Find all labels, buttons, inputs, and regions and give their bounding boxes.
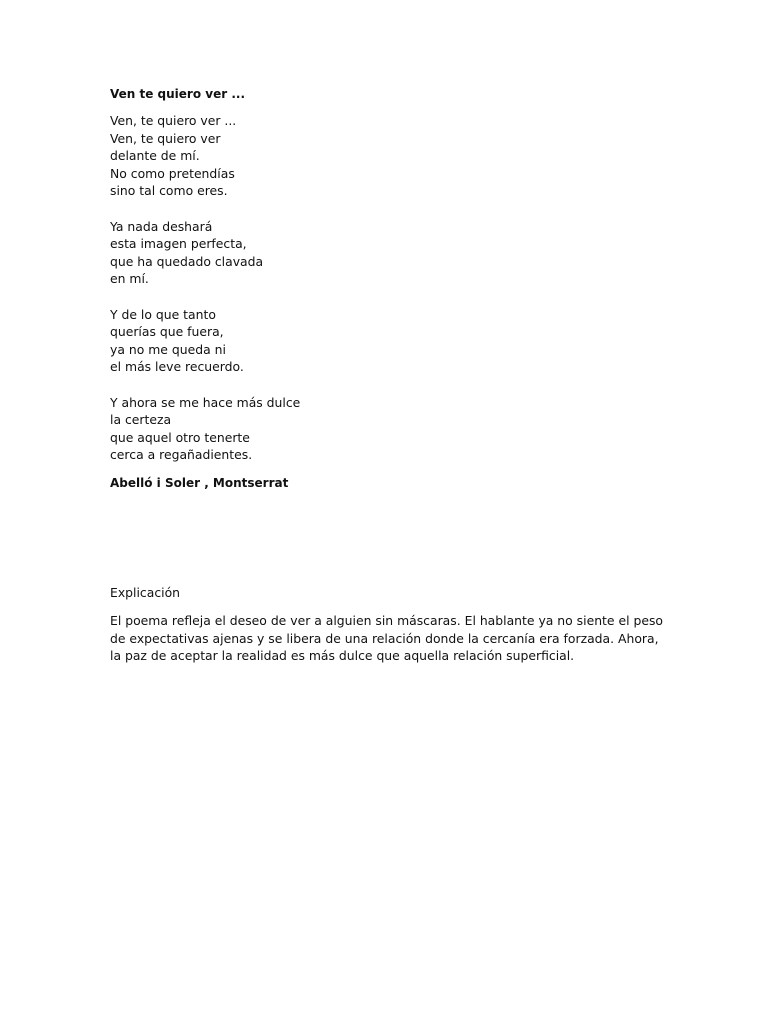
stanza-1 — [110, 112, 300, 200]
poem-line: que aquel otro tenerte — [110, 429, 250, 445]
poem-title: Ven te quiero ver ... — [110, 87, 245, 101]
poem-line: Ven, te quiero ver — [110, 130, 221, 146]
stanza-2 — [110, 218, 300, 288]
poem-line: Y de lo que tanto — [110, 306, 216, 322]
poem-line: en mí. — [110, 271, 149, 287]
poem-line: que ha quedado clavada — [110, 253, 264, 269]
poem-line: sino tal como eres. — [110, 183, 228, 199]
poem-line: delante de mí. — [110, 148, 200, 164]
poem-body — [110, 112, 300, 464]
explanation-heading: Explicación — [110, 585, 181, 600]
poem-line: querías que fuera, — [110, 324, 224, 340]
explanation-paragraph: El poema refleja el deseo de ver a alguien sin máscaras. El hablante ya no siente el peso de expectativas ajenas y se libera de una relación donde la cercanía era forzada. Ahora, la paz de aceptar la realidad es más dulce que aquella relación superficial. — [110, 613, 663, 664]
stanza-4 — [110, 394, 300, 464]
poem-line: el más leve recuerdo. — [110, 359, 244, 375]
stanza-3 — [110, 306, 300, 376]
poem-line: Ven, te quiero ver ... — [110, 113, 237, 128]
poem-line: Ya nada deshará — [110, 218, 213, 234]
poem-line: Y ahora se me hace más dulce — [110, 394, 301, 410]
poem-line: No como pretendías — [110, 165, 235, 181]
poem-line: cerca a regañadientes. — [110, 447, 253, 463]
poem-line: la certeza — [110, 412, 172, 428]
poem-line: esta imagen perfecta, — [110, 236, 247, 252]
poem-author: Abelló i Soler , Montserrat — [110, 476, 289, 490]
poem-line: ya no me queda ni — [110, 341, 226, 357]
